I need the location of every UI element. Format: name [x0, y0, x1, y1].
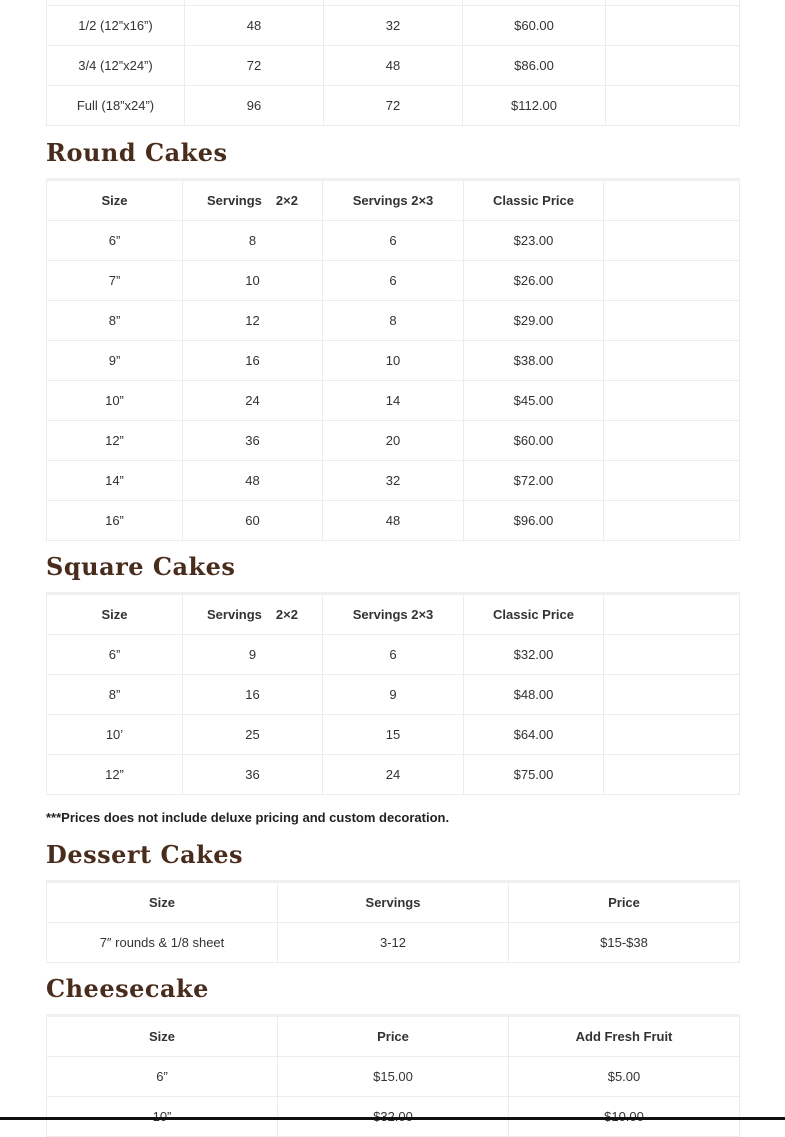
empty-cell [604, 675, 740, 715]
table-row [47, 675, 740, 715]
table-row [47, 635, 740, 675]
servings-2x2-cell: 60 [183, 501, 323, 541]
servings-2x3-cell: 9 [323, 675, 464, 715]
size-cell: 10’ [47, 715, 183, 755]
price-cell: $72.00 [464, 461, 604, 501]
table-row [47, 381, 740, 421]
size-cell: 12” [47, 755, 183, 795]
price-cell: $96.00 [464, 501, 604, 541]
size-cell: 8” [47, 301, 183, 341]
servings-header: Servings [278, 882, 509, 923]
dessert-cakes-table [46, 880, 740, 963]
table-header-row [47, 594, 740, 635]
cheesecake-heading: Cheesecake [46, 974, 209, 1003]
table-row [47, 421, 740, 461]
servings-2x2-cell: 36 [183, 421, 323, 461]
servings-2x3-cell: 24 [323, 755, 464, 795]
classic-price-header: Classic Price [464, 594, 604, 635]
servings-2x3-header: Servings 2×3 [323, 594, 464, 635]
price-cell: $15-$38 [509, 923, 740, 963]
empty-cell [604, 341, 740, 381]
empty-cell [604, 755, 740, 795]
servings-2x2-cell: 96 [185, 86, 324, 126]
price-cell: $60.00 [463, 6, 606, 46]
size-cell: 8” [47, 675, 183, 715]
price-cell: $64.00 [464, 715, 604, 755]
price-cell: $75.00 [464, 755, 604, 795]
price-cell: $15.00 [278, 1057, 509, 1097]
table-row [47, 755, 740, 795]
servings-2x3-cell: 32 [324, 6, 463, 46]
table-header-row [47, 180, 740, 221]
size-header: Size [47, 594, 183, 635]
empty-cell [606, 46, 740, 86]
servings-2x3-cell: 48 [324, 46, 463, 86]
servings-2x3-cell: 6 [323, 635, 464, 675]
size-cell: 6” [47, 1057, 278, 1097]
price-cell: $32.00 [464, 635, 604, 675]
empty-cell [604, 421, 740, 461]
size-cell: 10” [47, 381, 183, 421]
empty-cell [604, 461, 740, 501]
servings-2x2-cell: 48 [183, 461, 323, 501]
square-cakes-heading: Square Cakes [46, 552, 236, 581]
table-row [47, 221, 740, 261]
price-cell: $60.00 [464, 421, 604, 461]
add-fresh-fruit-header: Add Fresh Fruit [509, 1016, 740, 1057]
price-cell: $38.00 [464, 341, 604, 381]
table-header-row [47, 882, 740, 923]
servings-2x2-header [183, 180, 323, 221]
table-row [47, 461, 740, 501]
servings-2x2-cell: 16 [183, 341, 323, 381]
empty-cell [604, 301, 740, 341]
empty-cell [604, 635, 740, 675]
servings-2x3-cell: 10 [323, 341, 464, 381]
price-cell: $23.00 [464, 221, 604, 261]
square-cakes-section [46, 592, 739, 795]
classic-price-header: Classic Price [464, 180, 604, 221]
servings-2x3-cell: 6 [323, 261, 464, 301]
table-row [47, 341, 740, 381]
price-cell: $29.00 [464, 301, 604, 341]
price-cell: $86.00 [463, 46, 606, 86]
fruit-price-cell: $5.00 [509, 1057, 740, 1097]
size-cell: 6” [47, 635, 183, 675]
size-header: Size [47, 882, 278, 923]
table-row [47, 715, 740, 755]
table-row [47, 1057, 740, 1097]
size-cell: Full (18”x24”) [47, 86, 185, 126]
price-cell: $48.00 [464, 675, 604, 715]
table-row [47, 301, 740, 341]
servings-cell: 3-12 [278, 923, 509, 963]
price-cell: $45.00 [464, 381, 604, 421]
size-cell: 6” [47, 221, 183, 261]
empty-header [604, 180, 740, 221]
servings-2x2-cell: 24 [183, 381, 323, 421]
size-cell: 12” [47, 421, 183, 461]
pricing-note: ***Prices does not include deluxe pricing and custom decoration. [46, 810, 450, 825]
empty-cell [604, 381, 740, 421]
table-row [47, 923, 740, 963]
dimension-label: 2×2 [275, 607, 298, 622]
servings-2x3-cell: 15 [323, 715, 464, 755]
servings-2x3-cell: 6 [323, 221, 464, 261]
dessert-cakes-heading: Dessert Cakes [46, 840, 244, 869]
price-cell: $26.00 [464, 261, 604, 301]
empty-cell [606, 6, 740, 46]
size-cell: 1/2 (12”x16”) [47, 6, 185, 46]
servings-2x3-cell: 48 [323, 501, 464, 541]
round-cakes-section [46, 178, 739, 541]
servings-2x2-cell: 36 [183, 755, 323, 795]
price-cell: $112.00 [463, 86, 606, 126]
empty-cell [606, 86, 740, 126]
servings-2x3-header: Servings 2×3 [323, 180, 464, 221]
round-cakes-table [46, 178, 740, 541]
table-row [47, 6, 740, 46]
servings-2x3-cell: 72 [324, 86, 463, 126]
servings-label: Servings [207, 607, 262, 622]
size-cell: 14” [47, 461, 183, 501]
servings-2x2-cell: 9 [183, 635, 323, 675]
empty-header [604, 594, 740, 635]
sheet-cakes-table [46, 0, 740, 126]
table-row [47, 501, 740, 541]
table-row [47, 86, 740, 126]
servings-2x3-cell: 20 [323, 421, 464, 461]
servings-2x2-cell: 16 [183, 675, 323, 715]
price-header: Price [278, 1016, 509, 1057]
size-cell: 16” [47, 501, 183, 541]
size-cell: 9” [47, 341, 183, 381]
size-cell: 7” [47, 261, 183, 301]
round-cakes-heading: Round Cakes [46, 138, 228, 167]
servings-2x2-cell: 8 [183, 221, 323, 261]
size-cell: 7″ rounds & 1/8 sheet [47, 923, 278, 963]
servings-2x2-cell: 72 [185, 46, 324, 86]
size-header: Size [47, 1016, 278, 1057]
servings-2x3-cell: 14 [323, 381, 464, 421]
servings-2x3-cell: 32 [323, 461, 464, 501]
sheet-cakes-section [46, 0, 739, 126]
servings-label: Servings [207, 193, 262, 208]
price-header: Price [509, 882, 740, 923]
servings-2x2-cell: 25 [183, 715, 323, 755]
dessert-cakes-section [46, 880, 739, 963]
servings-2x2-cell: 12 [183, 301, 323, 341]
empty-cell [604, 221, 740, 261]
size-cell: 3/4 (12”x24”) [47, 46, 185, 86]
table-row [47, 46, 740, 86]
table-header-row [47, 1016, 740, 1057]
servings-2x2-header [183, 594, 323, 635]
empty-cell [604, 501, 740, 541]
empty-cell [604, 261, 740, 301]
empty-cell [604, 715, 740, 755]
dimension-label: 2×2 [275, 193, 298, 208]
size-header: Size [47, 180, 183, 221]
servings-2x3-cell: 8 [323, 301, 464, 341]
table-row [47, 261, 740, 301]
servings-2x2-cell: 10 [183, 261, 323, 301]
servings-2x2-cell: 48 [185, 6, 324, 46]
square-cakes-table [46, 592, 740, 795]
